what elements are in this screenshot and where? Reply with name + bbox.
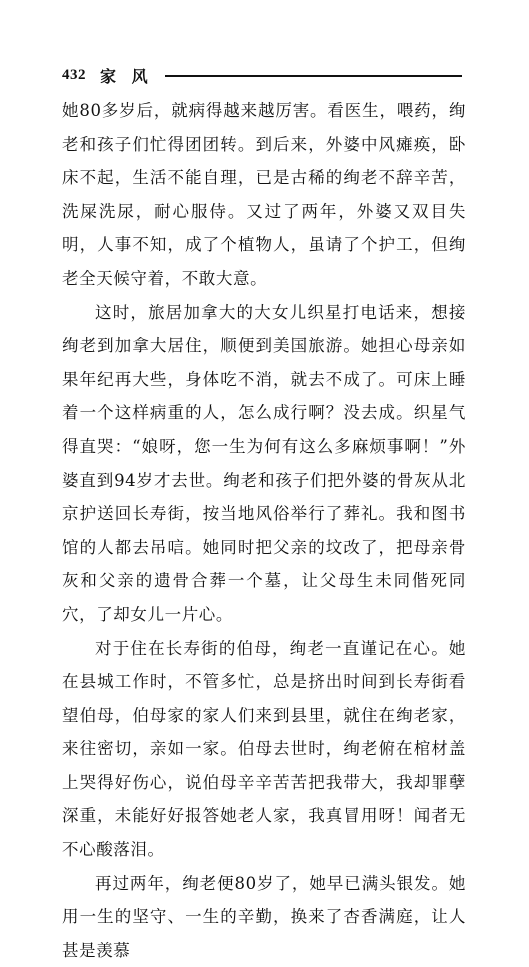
paragraph: 再过两年，绚老便80岁了，她早已满头银发。她用一生的坚守、一生的辛勤，换来了杏香满庭，让人甚是羡慕 bbox=[62, 873, 466, 960]
header-rule bbox=[165, 75, 462, 77]
paragraph: 这时，旅居加拿大的大女儿织星打电话来，想接绚老到加拿大居住，顺便到美国旅游。她担心母亲如果年纪再大些，身体吃不消，就去不成了。可床上睡着一个这样病重的人，怎么成行啊？没去成。织星气得直哭：“娘呀，您一生为何有这么多麻烦事啊！”外婆直到94岁才去世。绚老和孩子们把外婆的骨灰从北京护送回长寿街，按当地风俗举行了葬礼。我和图书馆的人都去吊唁。她同时把父亲的坟改了，把母亲骨灰和父亲的遗骨合葬一个墓，让父母生未同偕死同穴，了却女儿一片心。 bbox=[62, 302, 466, 624]
body-text bbox=[62, 94, 466, 967]
paragraph: 对于住在长寿街的伯母，绚老一直谨记在心。她在县城工作时，不管多忙，总是挤出时间到长寿街看望伯母，伯母家的家人们来到县里，就住在绚老家，来往密切，亲如一家。伯母去世时，绚老俯在棺材盖上哭得好伤心，说伯母辛辛苦苦把我带大，我却罪孽深重，未能好好报答她老人家，我真冒用呀！闻者无不心酸落泪。 bbox=[62, 638, 466, 860]
paragraph: 她80多岁后，就病得越来越厉害。看医生，喂药，绚老和孩子们忙得团团转。到后来，外婆中风瘫痪，卧床不起，生活不能自理，已是古稀的绚老不辞辛苦，洗屎洗尿，耐心服侍。又过了两年，外婆又双目失明，人事不知，成了个植物人，虽请了个护工，但绚老全天候守着，不敢大意。 bbox=[62, 101, 466, 288]
running-title: 家 风 bbox=[100, 66, 153, 86]
page-number: 432 bbox=[62, 66, 86, 83]
page-header bbox=[62, 64, 462, 86]
